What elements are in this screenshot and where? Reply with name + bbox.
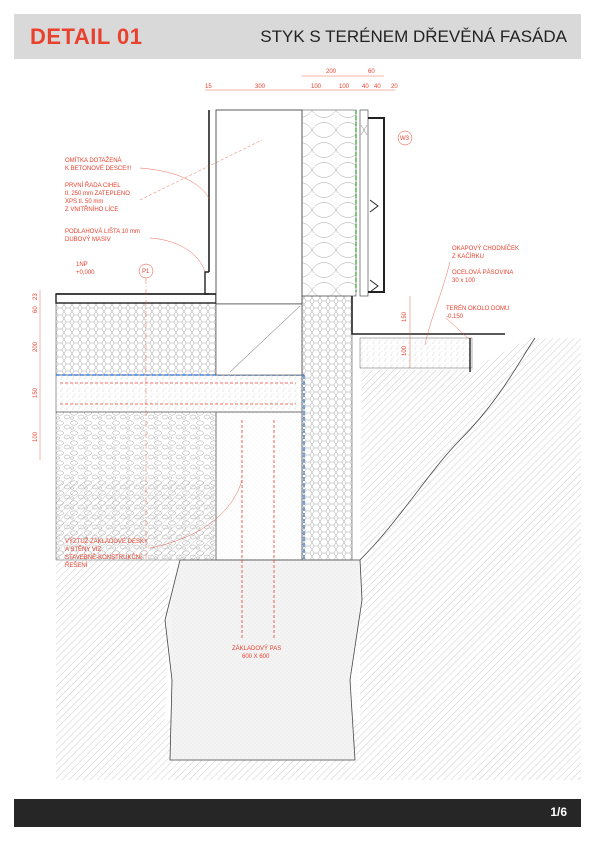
annotation-vyztuz-2: A STĚNY VIZ xyxy=(65,547,102,553)
detail-number: DETAIL 01 xyxy=(30,24,143,49)
cladding-joint-1 xyxy=(370,200,378,212)
annotation-pas-2: 600 X 600 xyxy=(242,654,270,660)
annotation-omitka-2: K BETONOVÉ DESCE!!! xyxy=(65,166,132,172)
dim-40a: 40 xyxy=(362,84,369,90)
dim-left-100: 100 xyxy=(33,431,39,442)
foundation-fill xyxy=(172,562,358,758)
dim-left-150: 150 xyxy=(33,387,39,398)
annotation-lista-2: DUBOVÝ MASIV xyxy=(65,237,111,243)
facade-batten xyxy=(360,110,368,296)
dim-left-23: 23 xyxy=(33,293,39,300)
plinth-edge xyxy=(352,296,505,334)
xps-insulation xyxy=(302,296,352,560)
level-label-value: +0,000 xyxy=(76,270,95,276)
annotation-pasovina-1: OCELOVÁ PÁSOVINA xyxy=(452,270,514,276)
annotation-cihla-3: XPS tl. 50 mm xyxy=(65,199,104,205)
annotation-vyztuz-4: ŘEŠENÍ xyxy=(65,563,88,569)
dim-left-60: 60 xyxy=(33,306,39,313)
annotation-pasovina-2: 30 x 100 xyxy=(452,278,476,284)
foundation-wall xyxy=(216,412,302,560)
dim-left-200: 200 xyxy=(33,341,39,352)
detail-title: STYK S TERÉNEM DŘEVĚNÁ FASÁDA xyxy=(260,27,567,46)
dim-right-100: 100 xyxy=(402,345,408,356)
dim-20: 20 xyxy=(391,84,398,90)
page-number: 1/6 xyxy=(550,805,567,819)
leader-okap xyxy=(425,262,450,345)
annotation-lista-1: PODLAHOVÁ LIŠTA 10 mm xyxy=(65,229,140,235)
dim-15: 15 xyxy=(205,84,212,90)
annotation-cihla-1: PRVNÍ ŘADA CIHEL xyxy=(65,183,121,189)
facade-insulation xyxy=(302,110,356,296)
soil-layer xyxy=(360,368,472,392)
floor-skirting xyxy=(205,272,216,294)
annotation-okap-1: OKAPOVÝ CHODNÍČEK xyxy=(452,246,520,252)
dim-100a: 100 xyxy=(311,84,322,90)
dim-right-150: 150 xyxy=(402,311,408,322)
brick-wall xyxy=(216,110,302,304)
dim-300: 300 xyxy=(255,84,266,90)
leader-teren xyxy=(446,318,470,340)
annotation-omitka-1: OMÍTKA DOTAŽENÁ xyxy=(65,158,122,164)
gravel-layer xyxy=(56,412,216,560)
concrete-slab xyxy=(56,375,302,412)
dim-100b: 100 xyxy=(339,84,350,90)
annotation-vyztuz-1: VÝZTUŽ ZÁKLADOVÉ DESKY xyxy=(65,539,149,545)
annotation-teren-2: -0,150 xyxy=(446,314,464,320)
gravel-walkway xyxy=(360,338,472,368)
page-footer xyxy=(14,799,581,827)
floor-insulation xyxy=(56,303,216,375)
annotation-cihla-4: Z VNITŘNÍHO LÍCE xyxy=(65,207,119,213)
leader-lista xyxy=(150,238,205,272)
dim-40b: 40 xyxy=(374,84,381,90)
annotation-vyztuz-3: STAVEBNĚ-KONSTRUKČNÍ xyxy=(65,555,142,561)
leader-omitka xyxy=(140,168,210,200)
dim-top-200: 200 xyxy=(326,69,337,75)
brick-first-row xyxy=(216,304,302,375)
w3-label: W3 xyxy=(400,136,409,142)
dim-top-60: 60 xyxy=(368,69,375,75)
annotation-pas-1: ZÁKLADOVÝ PAS xyxy=(232,646,282,652)
floor-screed xyxy=(56,294,216,303)
annotation-teren-1: TERÉN OKOLO DOMU xyxy=(446,306,510,312)
annotation-okap-2: Z KAČÍRKU xyxy=(452,254,485,260)
cladding-joint-2 xyxy=(370,280,378,292)
level-label-1np: 1NP xyxy=(76,262,88,268)
annotation-cihla-2: tl. 250 mm ZATEPLENO xyxy=(65,191,130,197)
p1-label: P1 xyxy=(142,269,150,275)
